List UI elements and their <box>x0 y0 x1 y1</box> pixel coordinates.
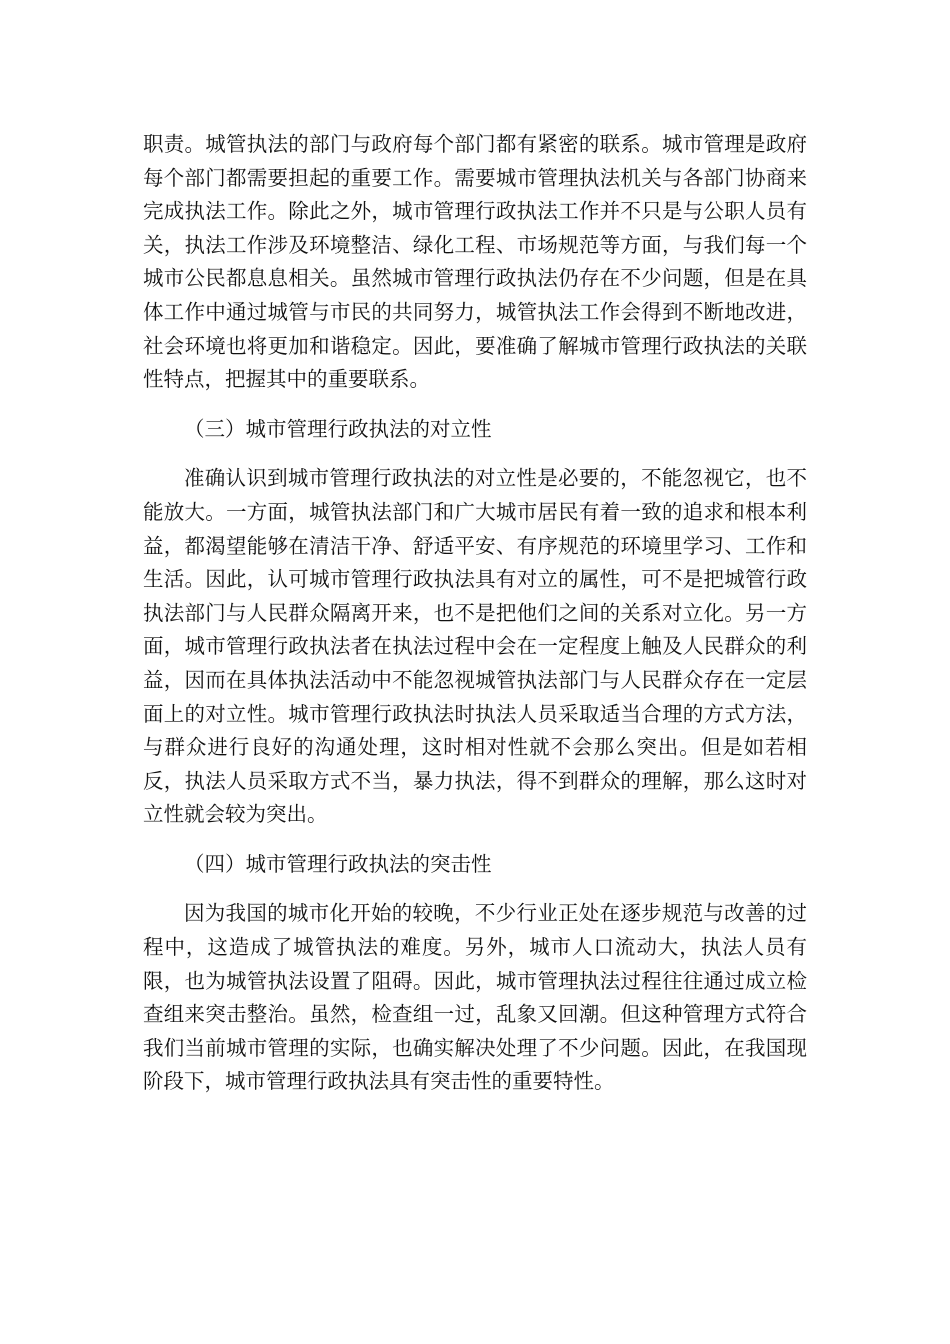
document-body <box>143 128 807 1099</box>
section-4-paragraph: 因为我国的城市化开始的较晚，不少行业正处在逐步规范与改善的过程中，这造成了城管执法的难度。另外，城市人口流动大，执法人员有限，也为城管执法设置了阻碍。因此，城市管理执法过程往往通过成立检查组来突击整治。虽然，检查组一过，乱象又回潮。但这种管理方式符合我们当前城市管理的实际，也确实解决处理了不少问题。因此，在我国现阶段下，城市管理行政执法具有突击性的重要特性。 <box>143 901 807 1094</box>
section-heading-3: （三）城市管理行政执法的对立性 <box>184 416 492 441</box>
section-heading-4: （四）城市管理行政执法的突击性 <box>184 851 492 876</box>
paragraph-continuation: 职责。城管执法的部门与政府每个部门都有紧密的联系。城市管理是政府每个部门都需要担起的重要工作。需要城市管理执法机关与各部门协商来完成执法工作。除此之外，城市管理行政执法工作并不只是与公职人员有关，执法工作涉及环境整洁、绿化工程、市场规范等方面，与我们每一个城市公民都息息相关。虽然城市管理行政执法仍存在不少问题，但是在具体工作中通过城管与市民的共同努力，城管执法工作会得到不断地改进，社会环境也将更加和谐稳定。因此，要准确了解城市管理行政执法的关联性特点，把握其中的重要联系。 <box>143 132 807 392</box>
section-3-paragraph: 准确认识到城市管理行政执法的对立性是必要的，不能忽视它，也不能放大。一方面，城管执法部门和广大城市居民有着一致的追求和根本利益，都渴望能够在清洁干净、舒适平安、有序规范的环境里学习、工作和生活。因此，认可城市管理行政执法具有对立的属性，可不是把城管行政执法部门与人民群众隔离开来，也不是把他们之间的关系对立化。另一方面，城市管理行政执法者在执法过程中会在一定程度上触及人民群众的利益，因而在具体执法活动中不能忽视城管执法部门与人民群众存在一定层面上的对立性。城市管理行政执法时执法人员采取适当合理的方式方法，与群众进行良好的沟通处理，这时相对性就不会那么突出。但是如若相反，执法人员采取方式不当，暴力执法，得不到群众的理解，那么这时对立性就会较为突出。 <box>143 466 807 827</box>
